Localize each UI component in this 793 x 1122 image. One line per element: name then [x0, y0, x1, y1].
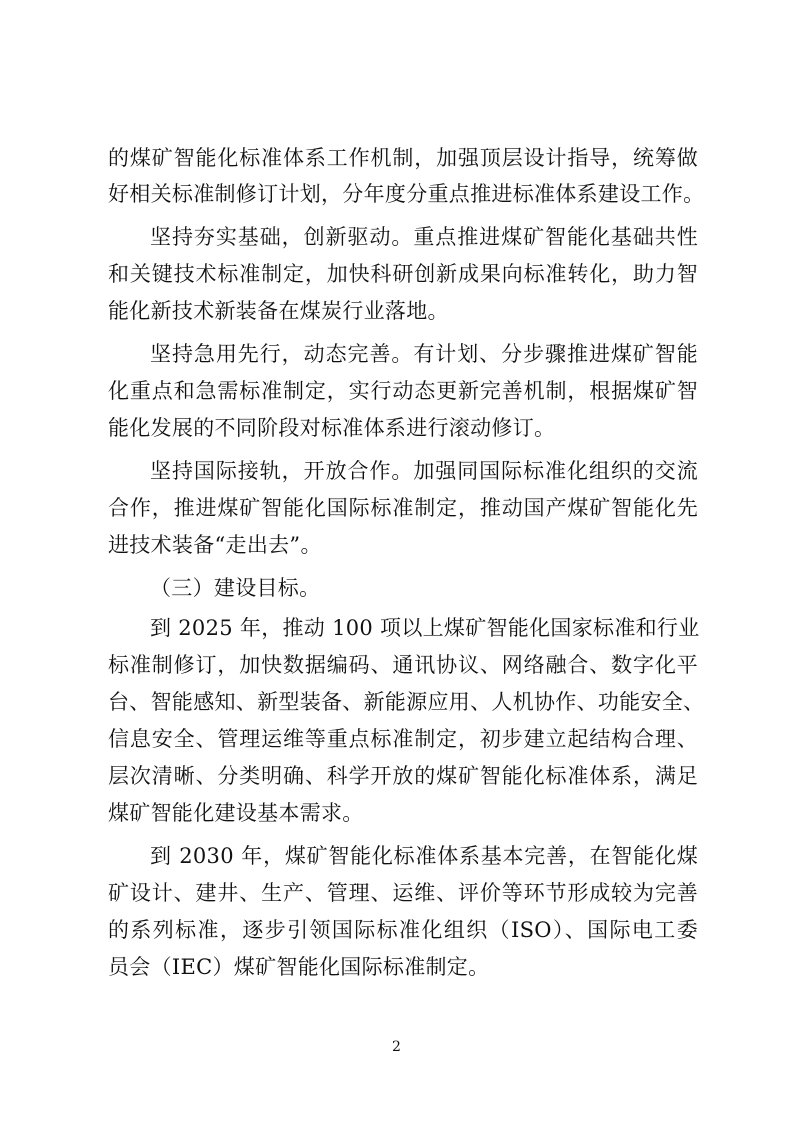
text-line: 信息安全、管理运维等重点标准制定，初步建立起结构合理、 — [108, 727, 698, 751]
text-line: 层次清晰、分类明确、科学开放的煤矿智能化标准体系，满足 — [108, 764, 698, 788]
text-line: 合作，推进煤矿智能化国际标准制定，推动国产煤矿智能化先 — [108, 496, 698, 520]
page-number: 2 — [392, 1039, 401, 1055]
paragraph-heading-line: 坚持急用先行，动态完善。有计划、分步骤推进煤矿智能 — [150, 342, 698, 366]
paragraph-heading-line: 坚持夯实基础，创新驱动。重点推进煤矿智能化基础共性 — [150, 225, 698, 249]
text-line: 员会（IEC）煤矿智能化国际标准制定。 — [108, 955, 490, 979]
text-line: 能化新技术新装备在煤炭行业落地。 — [108, 299, 449, 323]
text-line: 矿设计、建井、生产、管理、运维、评价等环节形成较为完善 — [108, 881, 698, 905]
section-heading: （三）建设目标。 — [150, 576, 321, 600]
text-line: 能化发展的不同阶段对标准体系进行滚动修订。 — [108, 416, 556, 440]
paragraph-heading-line: 到 2025 年，推动 100 项以上煤矿智能化国家标准和行业 — [150, 616, 700, 640]
text-line: 和关键技术标准制定，加快科研创新成果向标准转化，助力智 — [108, 262, 698, 286]
text-line: 进技术装备“走出去”。 — [108, 533, 322, 557]
paragraph-heading-line: 到 2030 年，煤矿智能化标准体系基本完善，在智能化煤 — [150, 844, 698, 868]
paragraph-heading-line: 坚持国际接轨，开放合作。加强同国际标准化组织的交流 — [150, 459, 698, 483]
text-line: 标准制修订，加快数据编码、通讯协议、网络融合、数字化平 — [108, 653, 698, 677]
text-line: 煤矿智能化建设基本需求。 — [108, 801, 364, 825]
text-line: 化重点和急需标准制定，实行动态更新完善机制，根据煤矿智 — [108, 379, 698, 403]
text-line: 的系列标准，逐步引领国际标准化组织（ISO）、国际电工委 — [108, 918, 698, 942]
text-line: 的煤矿智能化标准体系工作机制，加强顶层设计指导，统筹做 — [108, 146, 698, 170]
text-line: 台、智能感知、新型装备、新能源应用、人机协作、功能安全、 — [108, 690, 705, 714]
text-line: 好相关标准制修订计划，分年度分重点推进标准体系建设工作。 — [108, 182, 705, 206]
